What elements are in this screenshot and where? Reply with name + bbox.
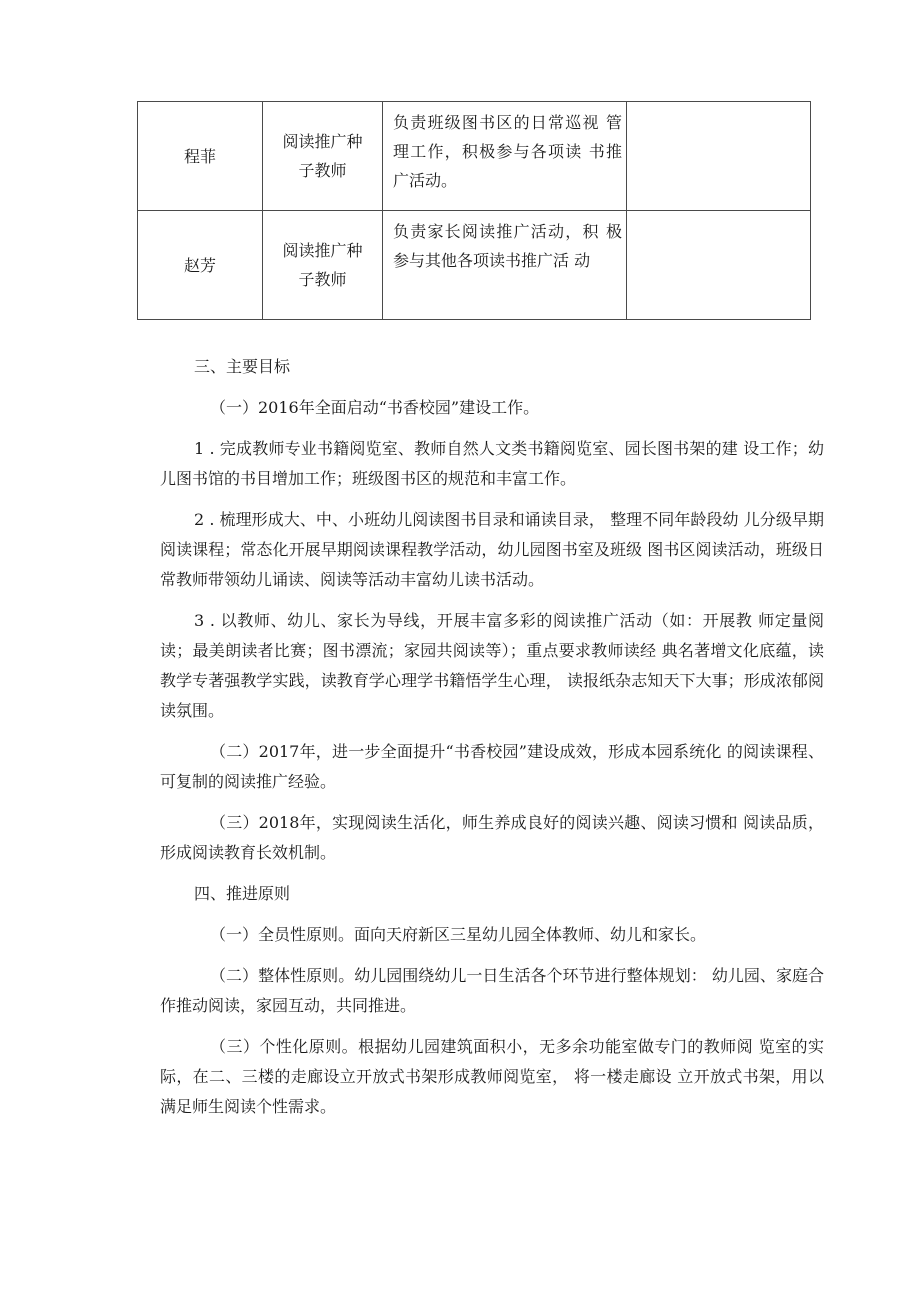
staff-role-line2: 子教师 [298, 270, 347, 289]
document-body [160, 352, 824, 1122]
staff-duty-text: 负责班级图书区的日常巡视 管理工作，积极参与各项读 书推广活动。 [393, 113, 622, 190]
staff-note-cell [627, 211, 811, 320]
staff-role-cell [263, 102, 383, 211]
staff-note-cell [627, 102, 811, 211]
table-row [138, 211, 811, 320]
goal-2016-item-3: 3 . 以教师、幼儿、家长为导线，开展丰富多彩的阅读推广活动（如：开展教 师定量阅读；最美朗读者比赛；图书漂流；家园共阅读等）；重点要求教师读经 典名著增文化底蕴，读教学专著强教学实践，读教育学心理学书籍悟学生心理， 读报纸杂志知天下大事；形成浓郁阅读氛围。 [160, 611, 824, 720]
principle-universal: （一）全员性原则。面向天府新区三星幼儿园全体教师、幼儿和家长。 [210, 925, 707, 944]
staff-duty-cell [383, 102, 627, 211]
goal-2016-item-1: 1 . 完成教师专业书籍阅览室、教师自然人文类书籍阅览室、园长图书架的建 设工作；幼儿图书馆的书目增加工作；班级图书区的规范和丰富工作。 [160, 439, 824, 488]
staff-role-cell [263, 211, 383, 320]
table-row [138, 102, 811, 211]
staff-role-line2: 子教师 [298, 161, 347, 180]
principle-personalized: （三）个性化原则。根据幼儿园建筑面积小，无多余功能室做专门的教师阅 览室的实际，在二、三楼的走廊设立开放式书架形成教师阅览室， 将一楼走廊设 立开放式书架，用以满足师生阅读个性需求。 [160, 1037, 824, 1116]
goal-2017: （二）2017年，进一步全面提升“书香校园”建设成效，形成本园系统化 的阅读课程、可复制的阅读推广经验。 [160, 742, 824, 791]
staff-table [137, 101, 811, 320]
section-heading-principles: 四、推进原则 [194, 884, 291, 903]
goal-2016-item-2: 2 . 梳理形成大、中、小班幼儿阅读图书目录和诵读目录， 整理不同年龄段幼 儿分级早期阅读课程；常态化开展早期阅读课程教学活动，幼儿园图书室及班级 图书区阅读活动，班级日常教师带领幼儿诵读、阅读等活动丰富幼儿读书活动。 [160, 510, 824, 589]
section-heading-goals: 三、主要目标 [194, 357, 291, 376]
staff-duty-text: 负责家长阅读推广活动，积 极参与其他各项读书推广活 动 [393, 222, 622, 270]
staff-name-cell: 程菲 [138, 102, 263, 211]
staff-role-line1: 阅读推广种 [282, 132, 363, 151]
staff-role-line1: 阅读推广种 [282, 241, 363, 260]
staff-duty-cell [383, 211, 627, 320]
goal-2018: （三）2018年，实现阅读生活化，师生养成良好的阅读兴趣、阅读习惯和 阅读品质，形成阅读教育长效机制。 [160, 813, 824, 862]
staff-name-cell: 赵芳 [138, 211, 263, 320]
principle-holistic: （二）整体性原则。幼儿园围绕幼儿一日生活各个环节进行整体规划： 幼儿园、家庭合作推动阅读，家园互动，共同推进。 [160, 966, 824, 1015]
goal-2016: （一）2016年全面启动“书香校园”建设工作。 [210, 398, 540, 417]
